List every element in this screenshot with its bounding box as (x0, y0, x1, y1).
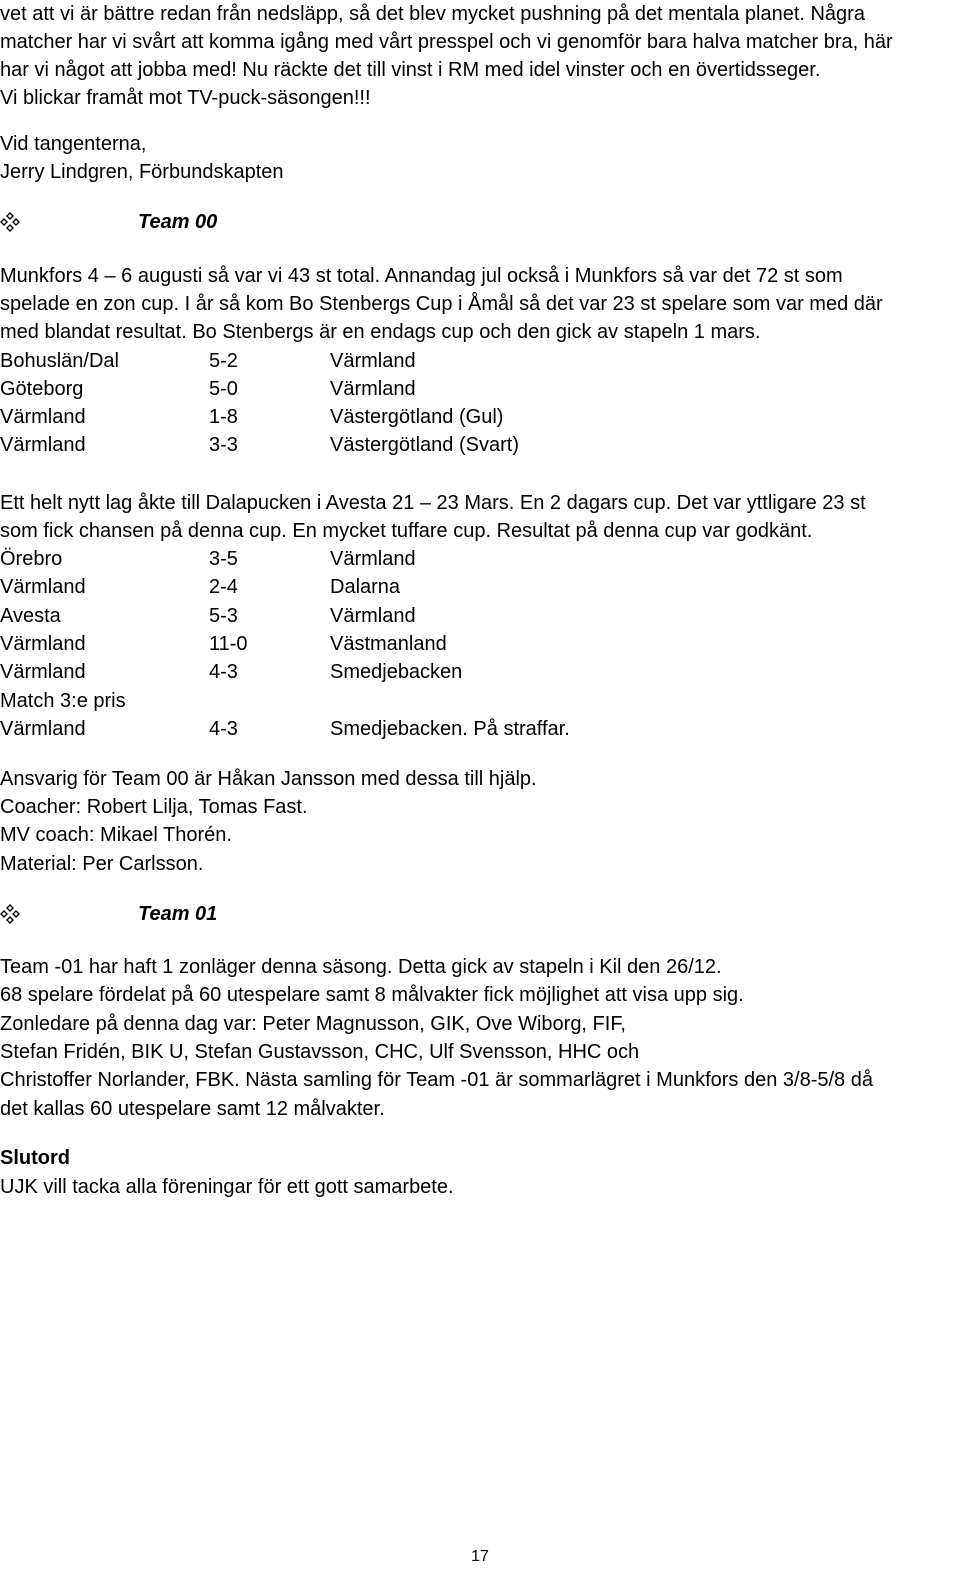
closing-text: UJK vill tacka alla föreningar för ett gott samarbete. (0, 1176, 454, 1198)
result-away: Smedjebacken. På straffar. (330, 718, 570, 740)
result-score: 5-3 (209, 605, 238, 627)
result-home: Göteborg (0, 378, 84, 400)
team01-line: Christoffer Norlander, FBK. Nästa samling för Team -01 är sommarlägret i Munkfors den 3/8-5/8 då (0, 1069, 873, 1091)
team00-heading (0, 208, 400, 236)
dalapucken-line: Ett helt nytt lag åkte till Dalapucken i Avesta 21 – 23 Mars. En 2 dagars cup. Det var yttligare 23 st (0, 492, 866, 514)
staff-line: MV coach: Mikael Thorén. (0, 824, 232, 846)
result-home: Värmland (0, 718, 86, 740)
signature-line: Vid tangenterna, (0, 133, 147, 155)
result-away: Västergötland (Svart) (330, 434, 519, 456)
team00-heading-text: Team 00 (138, 211, 218, 233)
team01-heading-text: Team 01 (138, 903, 218, 925)
closing-heading: Slutord (0, 1147, 70, 1169)
result-score: 2-4 (209, 576, 238, 598)
third-place-label: Match 3:e pris (0, 690, 126, 712)
result-home: Värmland (0, 434, 86, 456)
result-home: Avesta (0, 605, 61, 627)
result-home: Värmland (0, 633, 86, 655)
result-score: 1-8 (209, 406, 238, 428)
result-score: 3-5 (209, 548, 238, 570)
intro-line: har vi något att jobba med! Nu räckte det till vinst i RM med idel vinster och en övertidsseger. (0, 59, 821, 81)
result-home: Värmland (0, 661, 86, 683)
result-away: Västmanland (330, 633, 447, 655)
staff-line: Coacher: Robert Lilja, Tomas Fast. (0, 796, 308, 818)
intro-line: matcher har vi svårt att komma igång med vårt presspel och vi genomför bara halva matcher bra, här (0, 31, 893, 53)
result-away: Värmland (330, 378, 416, 400)
result-score: 3-3 (209, 434, 238, 456)
team00-intro-line: Munkfors 4 – 6 augusti så var vi 43 st total. Annandag jul också i Munkfors så var det 72 st som (0, 265, 843, 287)
result-home: Bohuslän/Dal (0, 350, 119, 372)
staff-line: Ansvarig för Team 00 är Håkan Jansson med dessa till hjälp. (0, 768, 537, 790)
team01-line: det kallas 60 utespelare samt 12 målvakter. (0, 1098, 385, 1120)
result-away: Smedjebacken (330, 661, 463, 683)
staff-line: Material: Per Carlsson. (0, 853, 204, 875)
result-home: Värmland (0, 406, 86, 428)
result-away: Värmland (330, 548, 416, 570)
team01-heading (0, 900, 400, 928)
result-score: 4-3 (209, 718, 238, 740)
signature-line: Jerry Lindgren, Förbundskapten (0, 161, 284, 183)
team01-line: Team -01 har haft 1 zonläger denna säsong. Detta gick av stapeln i Kil den 26/12. (0, 956, 722, 978)
result-score: 4-3 (209, 661, 238, 683)
result-away: Värmland (330, 605, 416, 627)
result-home: Värmland (0, 576, 86, 598)
result-score: 5-2 (209, 350, 238, 372)
team01-line: Zonledare på denna dag var: Peter Magnusson, GIK, Ove Wiborg, FIF, (0, 1013, 626, 1035)
dalapucken-line: som fick chansen på denna cup. En mycket tuffare cup. Resultat på denna cup var godkänt. (0, 520, 813, 542)
result-away: Värmland (330, 350, 416, 372)
result-score: 5-0 (209, 378, 238, 400)
page-number: 17 (471, 1548, 489, 1565)
four-diamond-bullet-icon (0, 212, 20, 232)
team01-line: Stefan Fridén, BIK U, Stefan Gustavsson, CHC, Ulf Svensson, HHC och (0, 1041, 640, 1063)
team00-intro-line: spelade en zon cup. I år så kom Bo Stenbergs Cup i Åmål så det var 23 st spelare som var med där (0, 293, 883, 315)
result-home: Örebro (0, 548, 63, 570)
intro-line: Vi blickar framåt mot TV-puck-säsongen!!! (0, 87, 371, 109)
team00-intro-line: med blandat resultat. Bo Stenbergs är en endags cup och den gick av stapeln 1 mars. (0, 321, 761, 343)
team01-line: 68 spelare fördelat på 60 utespelare samt 8 målvakter fick möjlighet att visa upp sig. (0, 984, 744, 1006)
four-diamond-bullet-icon (0, 904, 20, 924)
result-away: Västergötland (Gul) (330, 406, 504, 428)
result-away: Dalarna (330, 576, 401, 598)
intro-line: vet att vi är bättre redan från nedsläpp, så det blev mycket pushning på det mentala planet. Några (0, 3, 865, 25)
result-score: 11-0 (209, 633, 248, 655)
